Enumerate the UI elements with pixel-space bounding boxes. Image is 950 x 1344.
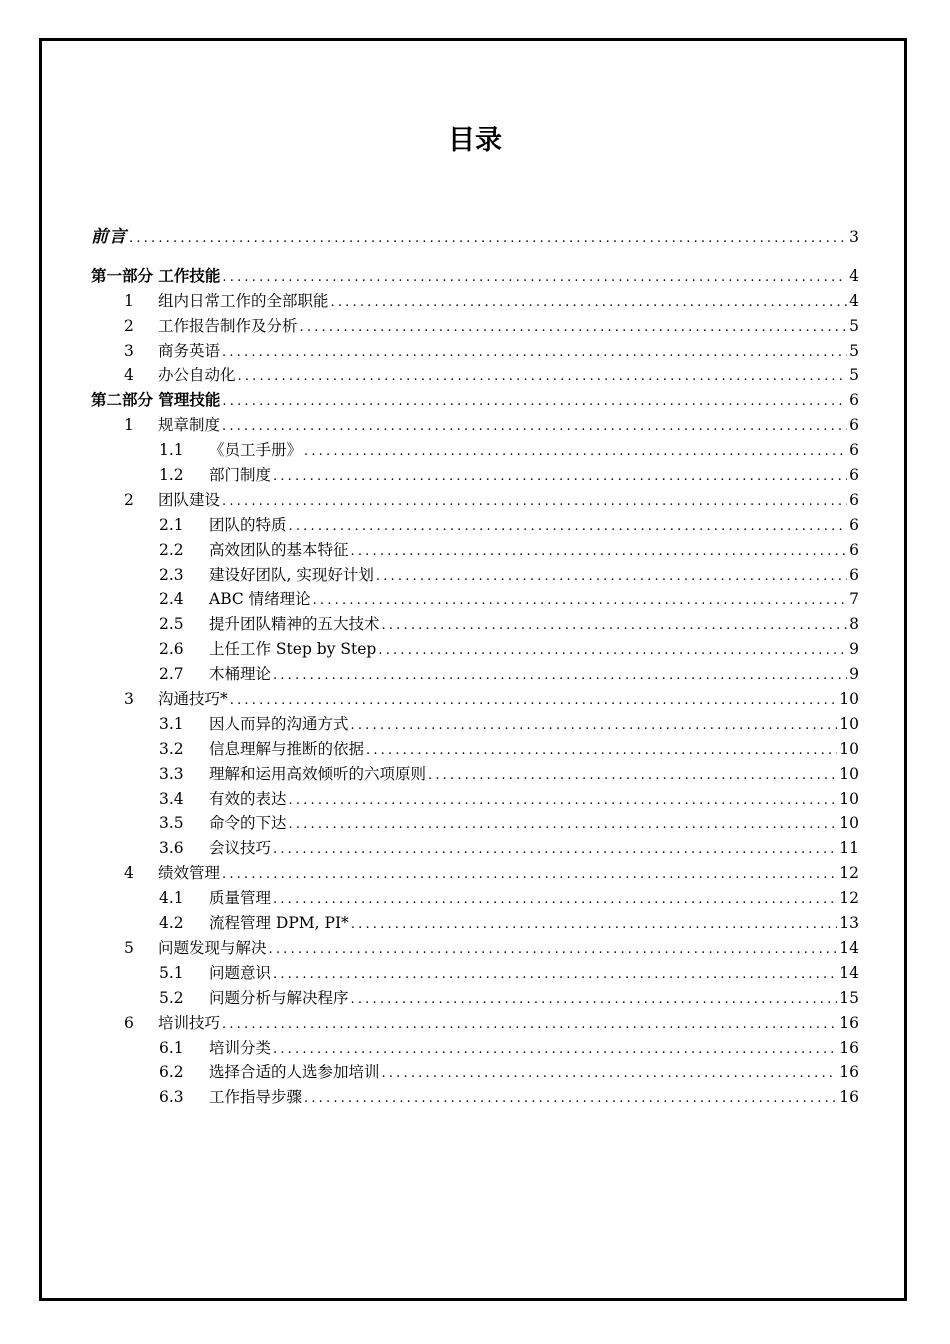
toc-entry[interactable]: [91, 438, 859, 463]
toc-entry-number: 2.3: [159, 565, 184, 584]
toc-entry-page-number: 16: [839, 1063, 859, 1082]
toc-entry[interactable]: [91, 264, 859, 289]
toc-entry-page-number: 5: [849, 366, 859, 385]
dot-leader: [222, 266, 847, 291]
dot-leader: [351, 714, 838, 739]
toc-entry-number: 1.1: [159, 441, 184, 460]
toc-entry-number: 3.3: [159, 764, 184, 783]
dot-leader: [289, 515, 847, 540]
toc-entry-page-number: 11: [839, 839, 859, 858]
toc-entry-title: 建设好团队, 实现好计划: [209, 565, 374, 584]
dot-leader: [313, 589, 847, 614]
toc-entry[interactable]: [91, 861, 859, 886]
dot-leader: [273, 465, 847, 490]
toc-entry[interactable]: [91, 911, 859, 936]
toc-entry-number: 3.5: [159, 814, 184, 833]
toc-entry-title: 工作报告制作及分析: [158, 316, 298, 335]
toc-entry-number: 2: [124, 490, 134, 509]
toc-entry-number: 2.5: [159, 615, 184, 634]
dot-leader: [382, 1062, 838, 1087]
dot-leader: [238, 365, 847, 390]
toc-entry-title: 《员工手册》: [209, 441, 303, 460]
toc-entry[interactable]: [91, 339, 859, 364]
toc-entry[interactable]: [91, 936, 859, 961]
toc-entry-page-number: 6: [849, 490, 859, 509]
toc-entry-title: 理解和运用高效倾听的六项原则: [209, 764, 427, 783]
toc-entry-title: 绩效管理: [158, 864, 221, 883]
toc-entry-page-number: 16: [839, 1038, 859, 1057]
dot-leader: [382, 614, 847, 639]
toc-entry[interactable]: [91, 538, 859, 563]
toc-entry-page-number: 15: [839, 988, 859, 1007]
toc-entry-title: 问题意识: [209, 963, 272, 982]
toc-entry[interactable]: [91, 787, 859, 812]
toc-entry[interactable]: [91, 1060, 859, 1085]
toc-entry-title: 上任工作 Step by Step: [209, 640, 377, 659]
toc-entry-title: 问题发现与解决: [158, 938, 267, 957]
dot-leader: [289, 813, 838, 838]
toc-entry-number: 3.4: [159, 789, 184, 808]
toc-entry-number: 5.1: [159, 963, 184, 982]
toc-entry-title: 商务英语: [158, 341, 221, 360]
toc-entry[interactable]: [91, 363, 859, 388]
toc-entry-title: 流程管理 DPM, PI*: [209, 914, 349, 933]
toc-entry[interactable]: [91, 712, 859, 737]
toc-entry-title: 会议技巧: [209, 839, 272, 858]
toc-entry-page-number: 12: [839, 864, 859, 883]
toc-entry-page-number: 6: [849, 515, 859, 534]
toc-entry-title: 团队建设: [158, 490, 221, 509]
toc-entry-page-number: 3: [849, 228, 859, 246]
toc-entry-page-number: 9: [849, 665, 859, 684]
dot-leader: [351, 988, 838, 1013]
dot-leader: [304, 440, 847, 465]
toc-entry-page-number: 16: [839, 1088, 859, 1107]
toc-entry-number: 1: [124, 416, 134, 435]
toc-entry-title: 组内日常工作的全部职能: [158, 291, 329, 310]
toc-entry[interactable]: [91, 662, 859, 687]
toc-entry-page-number: 10: [839, 789, 859, 808]
toc-entry[interactable]: [91, 563, 859, 588]
toc-entry-page-number: 10: [839, 690, 859, 709]
dot-leader: [366, 739, 837, 764]
toc-entry-title: 高效团队的基本特征: [209, 540, 349, 559]
toc-entry-title: 前言: [91, 227, 127, 247]
toc-entry-number: 4: [124, 864, 134, 883]
toc-entry-title: ABC 情绪理论: [209, 590, 311, 609]
toc-entry-title: 团队的特质: [209, 515, 287, 534]
toc-entry-number: 3.1: [159, 714, 184, 733]
dot-leader: [273, 1038, 837, 1063]
dot-leader: [222, 863, 837, 888]
toc-entry-number: 6.2: [159, 1063, 184, 1082]
toc-entry-page-number: 12: [839, 889, 859, 908]
toc-entry-title: 工作指导步骤: [209, 1088, 303, 1107]
toc-entry-title: 培训分类: [209, 1038, 272, 1057]
toc-entry-page-number: 14: [839, 938, 859, 957]
toc-entry-page-number: 4: [849, 266, 859, 285]
toc-entry-number: 2.2: [159, 540, 184, 559]
toc-entry-number: 5: [124, 938, 134, 957]
toc-entry[interactable]: [91, 587, 859, 612]
toc-entry-title: 质量管理: [209, 889, 272, 908]
dot-leader: [376, 565, 847, 590]
dot-leader: [230, 689, 838, 714]
toc-entry-number: 1: [124, 291, 134, 310]
dot-leader: [222, 341, 847, 366]
toc-entry-number: 4: [124, 366, 134, 385]
toc-entry-title: 规章制度: [158, 416, 221, 435]
dot-leader: [273, 888, 837, 913]
toc-entry-number: 4.1: [159, 889, 184, 908]
dot-leader: [304, 1087, 837, 1112]
toc-entry-page-number: 9: [849, 640, 859, 659]
toc-entry-page-number: 10: [839, 714, 859, 733]
toc-entry-page-number: 5: [849, 341, 859, 360]
toc-entry-number: 3.6: [159, 839, 184, 858]
dot-leader: [273, 664, 847, 689]
dot-leader: [273, 838, 837, 863]
toc-entry-title: 信息理解与推断的依据: [209, 739, 365, 758]
toc-entry[interactable]: [91, 388, 859, 413]
toc-entry-number: 4.2: [159, 914, 184, 933]
toc-entry-title: 部门制度: [209, 466, 272, 485]
toc-entry[interactable]: [91, 463, 859, 488]
toc-entry-title: 培训技巧: [158, 1013, 221, 1032]
toc-entry-number: 6.1: [159, 1038, 184, 1057]
toc-entry-number: 2.1: [159, 515, 184, 534]
toc-entry[interactable]: [91, 986, 859, 1011]
toc-entry-page-number: 6: [849, 416, 859, 435]
dot-leader: [289, 789, 838, 814]
toc-entry[interactable]: [91, 513, 859, 538]
toc-entry-title: 第一部分 工作技能: [91, 265, 221, 285]
dot-leader: [351, 540, 847, 565]
toc-entry-page-number: 16: [839, 1013, 859, 1032]
toc-entry-number: 6.3: [159, 1088, 184, 1107]
toc-entry[interactable]: [91, 961, 859, 986]
dot-leader: [269, 938, 838, 963]
toc-entry-page-number: 6: [849, 391, 859, 410]
dot-leader: [222, 415, 847, 440]
toc-entry[interactable]: [91, 637, 859, 662]
toc-entry[interactable]: [91, 413, 859, 438]
toc-entry-number: 2.4: [159, 590, 184, 609]
toc-entry-number: 2.7: [159, 665, 184, 684]
toc-entry-page-number: 6: [849, 540, 859, 559]
toc-entry-title: 办公自动化: [158, 366, 236, 385]
dot-leader: [300, 316, 847, 341]
dot-leader: [378, 639, 847, 664]
toc-entry-title: 选择合适的人选参加培训: [209, 1063, 380, 1082]
toc-entry-page-number: 7: [849, 590, 859, 609]
table-of-contents: [91, 225, 859, 1110]
page-title: 目录: [448, 125, 502, 156]
toc-entry-title: 木桶理论: [209, 665, 272, 684]
toc-entry[interactable]: [91, 886, 859, 911]
toc-entry-page-number: 4: [849, 291, 859, 310]
toc-entry[interactable]: [91, 1085, 859, 1110]
dot-leader: [222, 1013, 837, 1038]
toc-entry-title: 问题分析与解决程序: [209, 988, 349, 1007]
toc-entry[interactable]: [91, 737, 859, 762]
toc-entry[interactable]: [91, 1036, 859, 1061]
toc-entry[interactable]: [91, 314, 859, 339]
toc-entry-number: 5.2: [159, 988, 184, 1007]
toc-entry-number: 6: [124, 1013, 134, 1032]
toc-entry[interactable]: [91, 612, 859, 637]
toc-entry-page-number: 10: [839, 739, 859, 758]
toc-entry[interactable]: [91, 762, 859, 787]
toc-entry-number: 3.2: [159, 739, 184, 758]
toc-entry[interactable]: [91, 289, 859, 314]
toc-entry-title: 因人而异的沟通方式: [209, 714, 349, 733]
toc-entry-page-number: 6: [849, 441, 859, 460]
dot-leader: [222, 490, 847, 515]
toc-entry-title: 提升团队精神的五大技术: [209, 615, 380, 634]
toc-entry[interactable]: [91, 1011, 859, 1036]
toc-entry-page-number: 10: [839, 814, 859, 833]
dot-leader: [331, 291, 847, 316]
toc-entry[interactable]: [91, 687, 859, 712]
toc-entry-number: 3: [124, 341, 134, 360]
toc-entry-page-number: 5: [849, 316, 859, 335]
dot-leader: [428, 764, 837, 789]
toc-entry-number: 3: [124, 690, 134, 709]
dot-leader: [129, 227, 847, 252]
toc-entry-number: 1.2: [159, 466, 184, 485]
toc-entry-title: 有效的表达: [209, 789, 287, 808]
toc-entry[interactable]: [91, 836, 859, 861]
toc-entry-title: 第二部分 管理技能: [91, 390, 221, 410]
toc-entry-number: 2.6: [159, 640, 184, 659]
toc-entry-page-number: 8: [849, 615, 859, 634]
toc-entry-page-number: 10: [839, 764, 859, 783]
toc-entry-title: 命令的下达: [209, 814, 287, 833]
toc-entry-number: 2: [124, 316, 134, 335]
toc-entry[interactable]: [91, 811, 859, 836]
dot-leader: [351, 913, 837, 938]
dot-leader: [222, 390, 847, 415]
toc-entry-title: 沟通技巧*: [158, 690, 228, 709]
toc-entry-page-number: 6: [849, 565, 859, 584]
toc-entry-page-number: 14: [839, 963, 859, 982]
toc-entry-page-number: 13: [839, 914, 859, 933]
toc-entry[interactable]: [91, 225, 859, 250]
toc-entry-page-number: 6: [849, 466, 859, 485]
toc-entry[interactable]: [91, 488, 859, 513]
dot-leader: [273, 963, 837, 988]
